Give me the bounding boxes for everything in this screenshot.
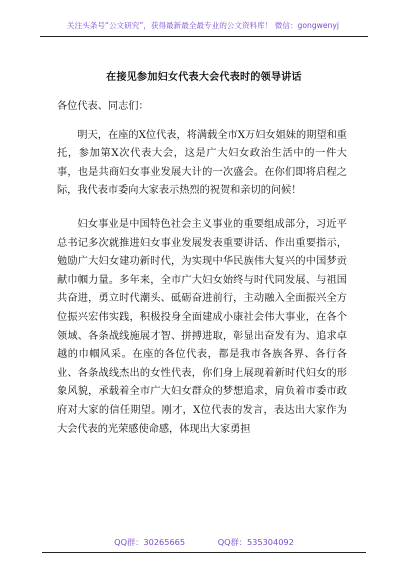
page-header: 关注头条号“公文研究”，获得最新最全最专业的公文资料库！ 微信：gongwenyj xyxy=(67,21,339,30)
footer-qq-group-2: QQ群：535304092 xyxy=(217,537,294,547)
footer-divider xyxy=(42,552,366,553)
footer-qq-group-1: QQ群：30265665 xyxy=(114,537,186,547)
salutation: 各位代表、同志们： xyxy=(57,101,149,112)
document-body xyxy=(57,98,347,439)
header-divider xyxy=(40,36,368,37)
paragraph: 妇女事业是中国特色社会主义事业的重要组成部分，习近平总书记多次就推进妇女事业发展发表重要讲话、作出重要指示，勉励广大妇女建功新时代，为实现中华民族伟大复兴的中国梦贡献巾帼力量。多年来，全市广大妇女始终与时代同发展、与祖国共奋进，勇立时代潮头、砥砺奋进前行，主动融入全面振兴全方位振兴宏伟实践，积极投身全面建成小康社会伟大事业，在各个领域、各条战线施展才智、拼搏进取，彰显出奋发有为、追求卓越的巾帼风采。在座的各位代表，都是我市各族各界、各行各业、各条战线杰出的女性代表，你们身上展现着新时代妇女的形象风貌，承载着全市广大妇女群众的梦想追求，肩负着市委市政府对大家的信任期望。刚才，X位代表的发言，表达出大家作为大会代表的光荣感使命感，体现出大家勇担 xyxy=(57,218,347,435)
document-title: 在接见参加妇女代表大会代表时的领导讲话 xyxy=(106,72,302,83)
page-footer xyxy=(0,537,408,548)
paragraph: 明天，在座的X位代表，将满载全市X万妇女姐妹的期望和重托，参加第X次代表大会，这是广大妇女政治生活中的一件大事，也是共商妇女事业发展大计的一次盛会。在你们即将启程之际，我代表市委向大家表示热烈的祝贺和亲切的问候！ xyxy=(57,129,347,197)
